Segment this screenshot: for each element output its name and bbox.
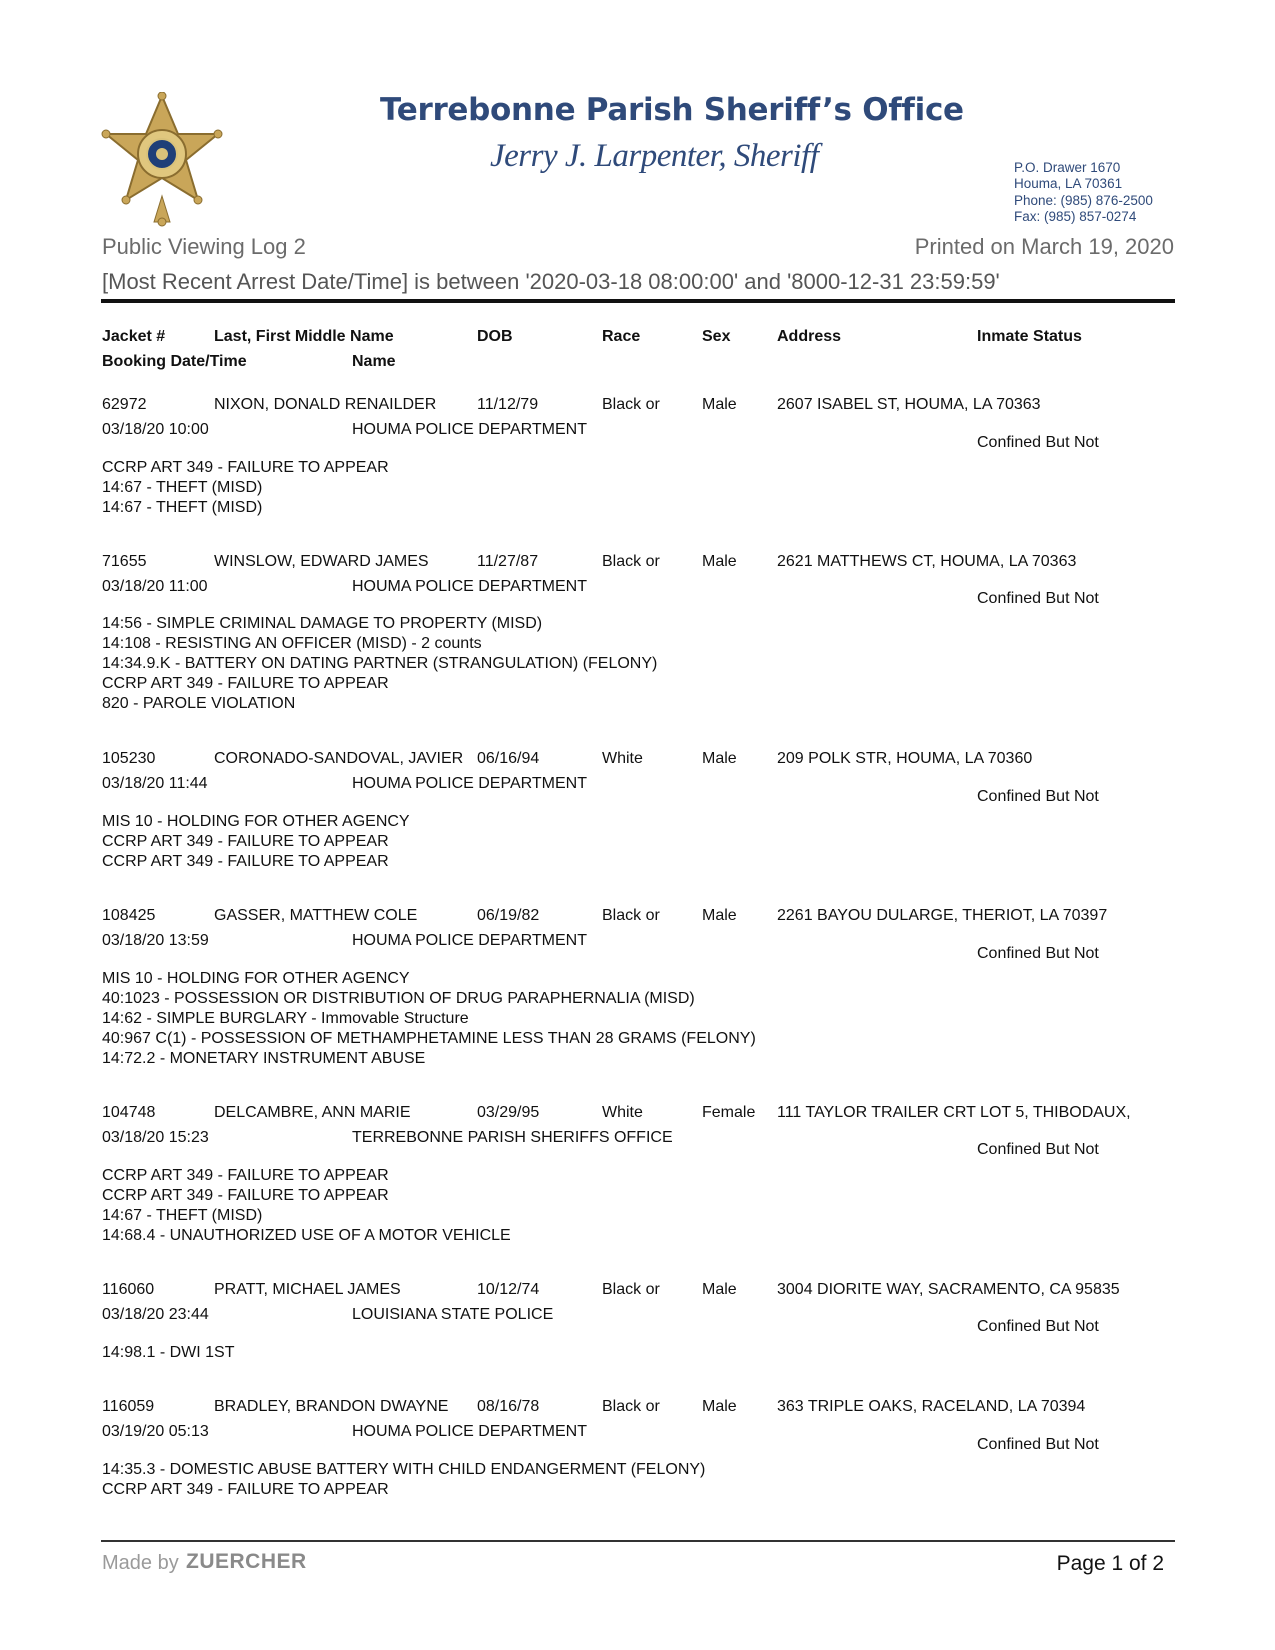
charge-line: CCRP ART 349 - FAILURE TO APPEAR bbox=[102, 459, 389, 476]
record-race: White bbox=[602, 750, 643, 767]
charge-line: 14:34.9.K - BATTERY ON DATING PARTNER (STRANGULATION) (FELONY) bbox=[102, 655, 658, 672]
record-status: Confined But Not bbox=[977, 434, 1099, 451]
charge-line: 14:67 - THEFT (MISD) bbox=[102, 479, 263, 496]
record-name: PRATT, MICHAEL JAMES bbox=[214, 1281, 401, 1298]
charge-line: CCRP ART 349 - FAILURE TO APPEAR bbox=[102, 833, 389, 850]
charge-line: CCRP ART 349 - FAILURE TO APPEAR bbox=[102, 853, 389, 870]
record-agency: LOUISIANA STATE POLICE bbox=[352, 1306, 554, 1323]
record-sex: Male bbox=[702, 396, 737, 413]
record-sex: Male bbox=[702, 553, 737, 570]
record-address: 111 TAYLOR TRAILER CRT LOT 5, THIBODAUX, bbox=[777, 1104, 1131, 1121]
record-agency: HOUMA POLICE DEPARTMENT bbox=[352, 421, 587, 438]
record-race: Black or bbox=[602, 553, 660, 570]
record-name: NIXON, DONALD RENAILDER bbox=[214, 396, 437, 413]
record-agency: HOUMA POLICE DEPARTMENT bbox=[352, 578, 587, 595]
record-race: Black or bbox=[602, 1398, 660, 1415]
record-address: 209 POLK STR, HOUMA, LA 70360 bbox=[777, 750, 1033, 767]
sheriff-star-badge-logo bbox=[100, 92, 224, 232]
charge-line: MIS 10 - HOLDING FOR OTHER AGENCY bbox=[102, 970, 410, 987]
footer-divider bbox=[101, 1540, 1175, 1542]
report-title: Public Viewing Log 2 bbox=[102, 234, 306, 259]
record-charges bbox=[102, 458, 389, 518]
column-header-inmate-status: Inmate Status bbox=[977, 328, 1082, 345]
column-header-address: Address bbox=[777, 328, 842, 345]
record-dob: 03/29/95 bbox=[477, 1104, 540, 1121]
record-address: 3004 DIORITE WAY, SACRAMENTO, CA 95835 bbox=[777, 1281, 1120, 1298]
record-booking: 03/18/20 10:00 bbox=[102, 421, 209, 438]
charge-line: 14:67 - THEFT (MISD) bbox=[102, 499, 263, 516]
record-dob: 11/27/87 bbox=[477, 553, 539, 570]
record-status: Confined But Not bbox=[977, 590, 1099, 607]
record-dob: 06/19/82 bbox=[477, 907, 540, 924]
record-dob: 11/12/79 bbox=[477, 396, 539, 413]
record-agency: HOUMA POLICE DEPARTMENT bbox=[352, 932, 587, 949]
record-address: 2261 BAYOU DULARGE, THERIOT, LA 70397 bbox=[777, 907, 1108, 924]
column-header-agency: Name bbox=[352, 353, 396, 370]
record-agency: TERREBONNE PARISH SHERIFFS OFFICE bbox=[352, 1129, 673, 1146]
record-sex: Female bbox=[702, 1104, 756, 1121]
record-dob: 10/12/74 bbox=[477, 1281, 540, 1298]
charge-line: 14:98.1 - DWI 1ST bbox=[102, 1344, 235, 1361]
record-sex: Male bbox=[702, 1398, 737, 1415]
record-address: 2607 ISABEL ST, HOUMA, LA 70363 bbox=[777, 396, 1041, 413]
record-charges bbox=[102, 614, 657, 714]
filter-criteria: [Most Recent Arrest Date/Time] is between '2020-03-18 08:00:00' and '8000-12-31 23:59:59' bbox=[102, 269, 1000, 294]
record-charges bbox=[102, 969, 756, 1069]
charge-line: CCRP ART 349 - FAILURE TO APPEAR bbox=[102, 675, 389, 692]
record-booking: 03/19/20 05:13 bbox=[102, 1423, 209, 1440]
record-charges bbox=[102, 1460, 705, 1500]
record-jacket: 116059 bbox=[102, 1398, 155, 1415]
record-name: DELCAMBRE, ANN MARIE bbox=[214, 1104, 411, 1121]
record-race: White bbox=[602, 1104, 643, 1121]
record-agency: HOUMA POLICE DEPARTMENT bbox=[352, 1423, 587, 1440]
record-booking: 03/18/20 11:00 bbox=[102, 578, 208, 595]
contact-fax: Fax: (985) 857-0274 bbox=[1014, 209, 1137, 225]
contact-po-box: P.O. Drawer 1670 bbox=[1014, 160, 1121, 175]
charge-line: CCRP ART 349 - FAILURE TO APPEAR bbox=[102, 1481, 389, 1498]
record-race: Black or bbox=[602, 907, 660, 924]
record-status: Confined But Not bbox=[977, 1318, 1099, 1335]
record-address: 363 TRIPLE OAKS, RACELAND, LA 70394 bbox=[777, 1398, 1086, 1415]
record-jacket: 108425 bbox=[102, 907, 156, 924]
record-race: Black or bbox=[602, 1281, 660, 1298]
sheriff-name: Jerry J. Larpenter, Sheriff bbox=[490, 138, 819, 174]
record-agency: HOUMA POLICE DEPARTMENT bbox=[352, 775, 587, 792]
record-sex: Male bbox=[702, 1281, 737, 1298]
column-header-booking: Booking Date/Time bbox=[102, 353, 247, 370]
record-status: Confined But Not bbox=[977, 788, 1099, 805]
record-name: CORONADO-SANDOVAL, JAVIER bbox=[214, 750, 464, 767]
made-by-label: Made by bbox=[102, 1552, 179, 1574]
record-booking: 03/18/20 15:23 bbox=[102, 1129, 209, 1146]
record-race: Black or bbox=[602, 396, 660, 413]
record-jacket: 71655 bbox=[102, 553, 147, 570]
record-booking: 03/18/20 13:59 bbox=[102, 932, 209, 949]
office-title: Terrebonne Parish Sheriff’s Office bbox=[380, 92, 964, 128]
charge-line: 820 - PAROLE VIOLATION bbox=[102, 695, 296, 712]
record-dob: 06/16/94 bbox=[477, 750, 540, 767]
record-booking: 03/18/20 23:44 bbox=[102, 1306, 209, 1323]
column-header-dob: DOB bbox=[477, 328, 513, 345]
record-jacket: 104748 bbox=[102, 1104, 156, 1121]
zuercher-logo: ZUERCHER bbox=[186, 1550, 307, 1573]
record-charges bbox=[102, 812, 410, 872]
charge-line: CCRP ART 349 - FAILURE TO APPEAR bbox=[102, 1187, 389, 1204]
charge-line: 14:72.2 - MONETARY INSTRUMENT ABUSE bbox=[102, 1050, 426, 1067]
column-header-name: Last, First Middle Name bbox=[214, 328, 394, 345]
charge-line: 14:68.4 - UNAUTHORIZED USE OF A MOTOR VEHICLE bbox=[102, 1227, 511, 1244]
record-charges bbox=[102, 1343, 235, 1363]
contact-block bbox=[1014, 160, 1153, 226]
record-sex: Male bbox=[702, 750, 737, 767]
charge-line: 40:1023 - POSSESSION OR DISTRIBUTION OF DRUG PARAPHERNALIA (MISD) bbox=[102, 990, 695, 1007]
charge-line: 14:62 - SIMPLE BURGLARY - Immovable Structure bbox=[102, 1010, 469, 1027]
header-divider bbox=[101, 299, 1175, 303]
column-header-jacket: Jacket # bbox=[102, 328, 166, 345]
page-number: Page 1 of 2 bbox=[1056, 1552, 1164, 1575]
column-header-race: Race bbox=[602, 328, 641, 345]
record-dob: 08/16/78 bbox=[477, 1398, 540, 1415]
record-name: GASSER, MATTHEW COLE bbox=[214, 907, 418, 924]
charge-line: 40:967 C(1) - POSSESSION OF METHAMPHETAMINE LESS THAN 28 GRAMS (FELONY) bbox=[102, 1030, 756, 1047]
record-jacket: 116060 bbox=[102, 1281, 155, 1298]
contact-city: Houma, LA 70361 bbox=[1014, 176, 1123, 192]
record-address: 2621 MATTHEWS CT, HOUMA, LA 70363 bbox=[777, 553, 1077, 570]
column-header-sex: Sex bbox=[702, 328, 731, 345]
charge-line: MIS 10 - HOLDING FOR OTHER AGENCY bbox=[102, 813, 410, 830]
record-status: Confined But Not bbox=[977, 945, 1099, 962]
record-name: WINSLOW, EDWARD JAMES bbox=[214, 553, 429, 570]
record-jacket: 62972 bbox=[102, 396, 147, 413]
record-charges bbox=[102, 1166, 511, 1246]
record-booking: 03/18/20 11:44 bbox=[102, 775, 208, 792]
record-status: Confined But Not bbox=[977, 1436, 1099, 1453]
record-sex: Male bbox=[702, 907, 737, 924]
charge-line: 14:67 - THEFT (MISD) bbox=[102, 1207, 263, 1224]
record-status: Confined But Not bbox=[977, 1141, 1099, 1158]
contact-phone: Phone: (985) 876-2500 bbox=[1014, 192, 1153, 208]
charge-line: CCRP ART 349 - FAILURE TO APPEAR bbox=[102, 1167, 389, 1184]
record-name: BRADLEY, BRANDON DWAYNE bbox=[214, 1398, 449, 1415]
charge-line: 14:108 - RESISTING AN OFFICER (MISD) - 2 counts bbox=[102, 635, 482, 652]
charge-line: 14:35.3 - DOMESTIC ABUSE BATTERY WITH CHILD ENDANGERMENT (FELONY) bbox=[102, 1461, 706, 1478]
charge-line: 14:56 - SIMPLE CRIMINAL DAMAGE TO PROPERTY (MISD) bbox=[102, 615, 543, 632]
printed-date: Printed on March 19, 2020 bbox=[914, 234, 1174, 259]
record-jacket: 105230 bbox=[102, 750, 156, 767]
